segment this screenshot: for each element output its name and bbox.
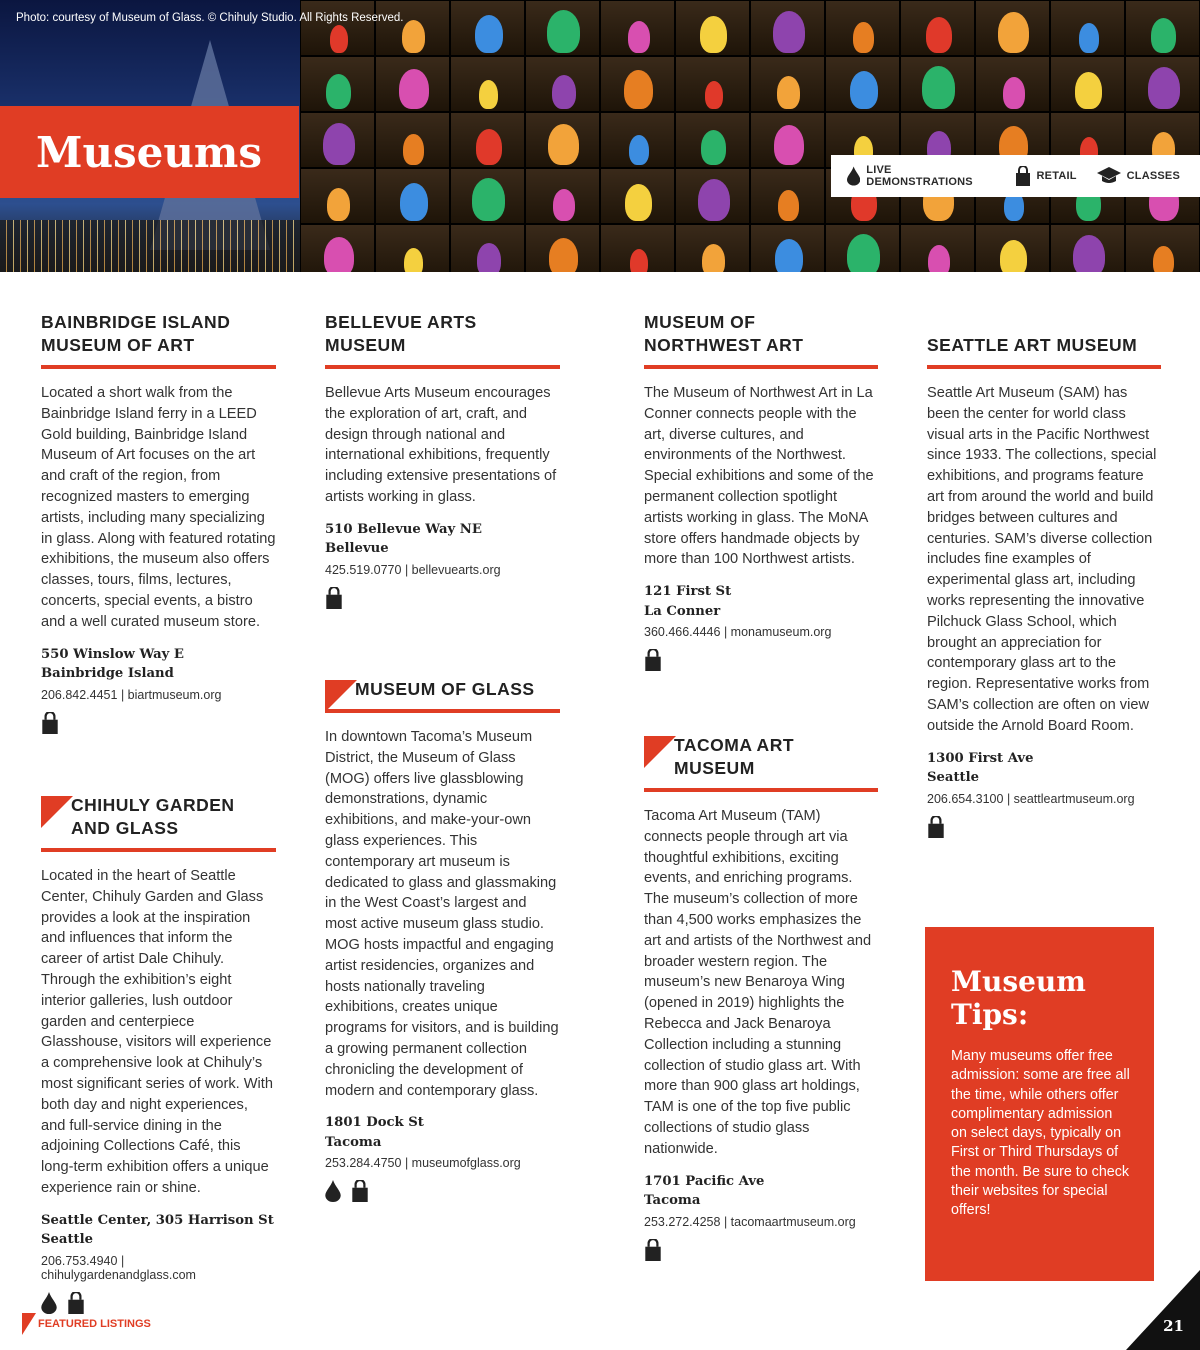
listing-contact[interactable]: 425.519.0770 | bellevuearts.org: [325, 562, 501, 577]
shopping-bag-icon: [644, 649, 662, 671]
glass-sculpture: [548, 124, 579, 165]
glass-sculpture: [775, 239, 803, 272]
display-cell: [600, 112, 675, 168]
display-cell: [1125, 0, 1200, 56]
display-cell: [825, 56, 900, 112]
display-cell: [300, 224, 375, 272]
address-city: Tacoma: [644, 1193, 701, 1209]
address-line: 550 Winslow Way E: [41, 646, 184, 662]
glass-sculpture: [1151, 18, 1176, 53]
glass-sculpture: [476, 129, 502, 165]
listing-title: BAINBRIDGE ISLAND MUSEUM OF ART: [41, 311, 276, 369]
glass-sculpture: [475, 15, 503, 53]
address-line: 510 Bellevue Way NE: [325, 521, 482, 537]
glass-sculpture: [326, 74, 351, 109]
display-cell: [900, 56, 975, 112]
listing-title: MUSEUM OF NORTHWEST ART: [644, 311, 878, 369]
shopping-bag-icon: [351, 1180, 369, 1202]
display-cell: [525, 56, 600, 112]
city-lights: [0, 220, 330, 272]
listing-icons: [927, 816, 1161, 838]
display-cell: [300, 168, 375, 224]
glass-sculpture: [1153, 246, 1174, 272]
listing-description: Located a short walk from the Bainbridge Island ferry in a LEED Gold building, Bainbridge Island Museum of Art focuses on the art and craft of the region, from recognized masters to emerging artists, including many specializing in glass. Along with featured rotating exhibitions, the museum also offers classes, tours, films, lectures, concerts, special events, a bistro and a well curated museum store.: [41, 385, 276, 630]
glass-sculpture: [773, 11, 805, 53]
listing-title: [644, 734, 878, 792]
glass-sculpture: [629, 135, 649, 165]
glass-sculpture: [628, 21, 650, 53]
glass-sculpture: [698, 179, 730, 221]
page-corner: [1126, 1270, 1200, 1350]
drop-icon: [325, 1180, 341, 1202]
glass-sculpture: [330, 25, 348, 53]
shopping-bag-icon: [67, 1292, 85, 1314]
display-cell: [375, 0, 450, 56]
listing-icons: [41, 1292, 276, 1314]
glass-sculpture: [926, 17, 952, 53]
glass-sculpture: [324, 237, 354, 272]
display-cell: [1125, 224, 1200, 272]
glass-sculpture: [547, 10, 580, 53]
listing-contact[interactable]: 206.753.4940 | chihulygardenandglass.com: [41, 1253, 196, 1282]
display-cell: [375, 112, 450, 168]
listing-address: [41, 645, 276, 684]
glass-sculpture: [404, 248, 423, 272]
display-cell: [675, 0, 750, 56]
listing-museum-of-glass: [325, 678, 560, 1202]
glass-sculpture: [702, 244, 725, 272]
display-cell: [975, 224, 1050, 272]
legend-demo-label: LIVE DEMONSTRATIONS: [866, 164, 973, 188]
glass-sculpture: [323, 123, 355, 165]
address-line: 1701 Pacific Ave: [644, 1173, 765, 1189]
listing-contact[interactable]: 253.284.4750 | museumofglass.org: [325, 1156, 521, 1171]
glass-sculpture: [1079, 23, 1099, 53]
shopping-bag-icon: [325, 587, 343, 609]
title-banner: [0, 106, 299, 198]
glass-sculpture: [327, 188, 350, 221]
display-cell: [450, 112, 525, 168]
listing-title: [325, 678, 560, 713]
listing-mona: [644, 311, 878, 671]
glass-sculpture: [1000, 240, 1027, 272]
glass-sculpture: [552, 75, 576, 109]
tips-body: Many museums offer free admission: some are free all the time, while others offer complimentary admission on select days, typically on First or Third Thursdays of the month. Be sure to check their websites for special offers!: [951, 1048, 1130, 1219]
glass-sculpture: [774, 125, 804, 165]
display-cell: [750, 0, 825, 56]
address-line: 1801 Dock St: [325, 1115, 424, 1131]
glass-sculpture: [701, 130, 726, 165]
legend-classes: [1097, 167, 1180, 185]
listing-icons: [325, 587, 560, 609]
listing-title: BELLEVUE ARTS MUSEUM: [325, 311, 560, 369]
glass-sculpture: [630, 249, 648, 272]
glass-sculpture: [625, 184, 652, 221]
glass-sculpture: [928, 245, 950, 272]
listing-address: [644, 1172, 878, 1211]
display-cell: [825, 0, 900, 56]
listing-contact[interactable]: 206.842.4451 | biartmuseum.org: [41, 687, 222, 702]
listing-description: Located in the heart of Seattle Center, Chihuly Garden and Glass provides a look at the inspiration and influences that inform the career of artist Dale Chihuly. Through the exhibition’s eight interior galleries, lush outdoor garden and centerpiece Glasshouse, visitors will experience a comprehensive look at Chihuly’s most significant series of work. With both day and night experiences, and full-service dining in the adjoining Collections Café, this long-term exhibition offers a unique experience rain or shine.: [41, 868, 273, 1196]
listing-title-text: TACOMA ART MUSEUM: [674, 735, 795, 778]
graduation-cap-icon: [1097, 167, 1121, 185]
glass-sculpture: [472, 178, 505, 221]
legend-classes-label: CLASSES: [1126, 170, 1180, 182]
legend-demo: [847, 164, 995, 188]
listing-title-text: MUSEUM OF GLASS: [355, 679, 535, 699]
listing-bellevue: [325, 311, 560, 609]
glass-sculpture: [553, 189, 575, 221]
address-line: Seattle Center, 305 Harrison St: [41, 1212, 274, 1228]
display-cell: [1050, 0, 1125, 56]
glass-sculpture: [549, 238, 578, 272]
display-cell: [375, 168, 450, 224]
glass-sculpture: [850, 71, 878, 109]
glass-sculpture: [403, 134, 424, 165]
shopping-bag-icon: [644, 1239, 662, 1261]
shopping-bag-icon: [927, 816, 945, 838]
listing-contact[interactable]: 206.654.3100 | seattleartmuseum.org: [927, 791, 1135, 806]
listing-description: In downtown Tacoma’s Museum District, the Museum of Glass (MOG) offers live glassblowing demonstrations, dynamic exhibitions, and make-your-own glass experiences. This contemporary art museum is dedicated to glass and glassmaking in the West Coast’s largest and most active museum glass studio. MOG hosts impactful and engaging artist residencies, organizes and hosts nationally traveling exhibitions, creates unique programs for visitors, and is building a growing permanent collection chronicling the development of modern and contemporary glass.: [325, 729, 559, 1099]
address-line: 121 First St: [644, 584, 732, 600]
display-cell: [750, 168, 825, 224]
glass-sculpture: [1073, 235, 1105, 272]
drop-icon: [41, 1292, 57, 1314]
display-cell: [450, 168, 525, 224]
display-cell: [450, 0, 525, 56]
listing-description: Bellevue Arts Museum encourages the exploration of art, craft, and design through national and international exhibitions, frequently including extensive presentations of artists working in glass.: [325, 385, 557, 505]
glass-sculpture: [847, 234, 880, 272]
featured-flag-icon: [41, 796, 73, 828]
address-city: Seattle: [927, 770, 980, 786]
listing-contact[interactable]: 253.272.4258 | tacomaartmuseum.org: [644, 1214, 856, 1229]
glass-sculpture: [1003, 77, 1025, 109]
tips-title: Museum Tips:: [951, 965, 1086, 1031]
featured-flag-icon: [22, 1313, 36, 1335]
featured-flag-icon: [644, 736, 676, 768]
glass-sculpture: [399, 69, 429, 109]
display-cell: [600, 0, 675, 56]
glass-sculpture: [1075, 72, 1102, 109]
display-cell: [525, 0, 600, 56]
display-cell: [600, 224, 675, 272]
display-cell: [600, 56, 675, 112]
display-cell: [375, 56, 450, 112]
display-cell: [975, 0, 1050, 56]
listing-address: [927, 749, 1161, 788]
listing-chihuly: [41, 794, 276, 1314]
display-cell: [825, 224, 900, 272]
listing-description: The Museum of Northwest Art in La Conner connects people with the art, diverse cultures, and environments of the Northwest. Special exhibitions and some of the permanent collection spotlight artists working in glass. The MoNA store offers handmade objects by more than 100 Northwest artists.: [644, 385, 874, 568]
glass-sculpture: [1148, 67, 1180, 109]
glass-sculpture: [998, 12, 1029, 53]
listing-description: Tacoma Art Museum (TAM) connects people through art via thoughtful exhibitions, exciting events, and enriching programs. The museum’s collection of more than 4,500 works emphasizes the art and artists of the Northwest and broader western region. The museum’s new Benaroya Wing (opened in 2019) highlights the Rebecca and Jack Benaroya Collection including a stunning collection of studio glass art. With more than 900 glass art holdings, TAM is one of the top five public collections of studio glass nationwide.: [644, 808, 872, 1157]
address-city: Bainbridge Island: [41, 666, 174, 682]
featured-flag-icon: [325, 680, 357, 712]
display-cell: [675, 224, 750, 272]
display-cell: [900, 0, 975, 56]
listing-tacoma-art: [644, 734, 878, 1261]
footer-label: FEATURED LISTINGS: [38, 1318, 151, 1330]
page-title: Museums: [36, 128, 263, 177]
listing-title: [41, 794, 276, 852]
legend-retail: [1015, 166, 1077, 186]
listing-bainbridge: [41, 311, 276, 734]
display-cell: [750, 224, 825, 272]
display-cell: [300, 56, 375, 112]
page-number: 21: [1163, 1317, 1184, 1335]
glass-sculpture: [479, 80, 498, 109]
address-city: Seattle: [41, 1232, 94, 1248]
display-cell: [450, 224, 525, 272]
glass-sculpture: [402, 20, 425, 53]
display-cell: [525, 168, 600, 224]
display-cell: [450, 56, 525, 112]
glass-sculpture: [624, 70, 653, 109]
icon-legend: [831, 155, 1200, 197]
glass-sculpture: [477, 243, 501, 272]
glass-sculpture: [700, 16, 727, 53]
display-cell: [1050, 224, 1125, 272]
glass-sculpture: [705, 81, 723, 109]
display-cell: [300, 112, 375, 168]
glass-sculpture: [922, 66, 955, 109]
photo-credit: Photo: courtesy of Museum of Glass. © Chihuly Studio. All Rights Reserved.: [16, 12, 404, 24]
display-cell: [1050, 56, 1125, 112]
listing-seattle-art: [927, 334, 1161, 838]
address-line: 1300 First Ave: [927, 750, 1034, 766]
legend-retail-label: RETAIL: [1036, 170, 1077, 182]
display-cell: [675, 112, 750, 168]
display-cell: [1125, 56, 1200, 112]
listing-title: SEATTLE ART MUSEUM: [927, 334, 1161, 369]
address-city: Bellevue: [325, 541, 389, 557]
glass-sculpture: [853, 22, 874, 53]
glass-sculpture: [400, 183, 428, 221]
footer-featured: [22, 1313, 151, 1335]
display-cell: [375, 224, 450, 272]
display-cell: [675, 56, 750, 112]
glass-sculpture: [778, 190, 799, 221]
display-cell: [750, 112, 825, 168]
listing-icons: [41, 712, 276, 734]
display-cell: [975, 56, 1050, 112]
display-cell: [525, 112, 600, 168]
listing-address: [41, 1211, 276, 1250]
glass-sculpture: [777, 76, 800, 109]
display-cell: [300, 0, 375, 56]
address-city: Tacoma: [325, 1134, 382, 1150]
shopping-bag-icon: [41, 712, 59, 734]
display-cell: [750, 56, 825, 112]
listing-icons: [644, 649, 878, 671]
listing-address: [644, 582, 878, 621]
listing-contact[interactable]: 360.466.4446 | monamuseum.org: [644, 625, 832, 640]
display-cell: [900, 224, 975, 272]
display-cell: [600, 168, 675, 224]
listing-address: [325, 1113, 560, 1152]
display-cell: [675, 168, 750, 224]
display-cell: [525, 224, 600, 272]
museum-tips-box: [925, 927, 1154, 1281]
address-city: La Conner: [644, 603, 721, 619]
listing-description: Seattle Art Museum (SAM) has been the center for world class visual arts in the Pacific Northwest since 1933. The collections, special exhibitions, and programs feature art from around the world and build bridges between cultures and centuries. SAM’s diverse collection includes fine examples of experimental glass art, including works representing the innovative Pilchuck Glass School, which brought an appreciation for contemporary glass art to the region. Representative works from SAM’s collection are often on view outside the Arnold Board Room.: [927, 385, 1157, 734]
listing-icons: [644, 1239, 878, 1261]
listing-address: [325, 520, 560, 559]
shopping-bag-icon: [1015, 166, 1031, 186]
listing-title-text: CHIHULY GARDEN AND GLASS: [71, 795, 235, 838]
glass-display-wall: [300, 0, 1200, 272]
listing-icons: [325, 1180, 560, 1202]
drop-icon: [847, 166, 860, 186]
